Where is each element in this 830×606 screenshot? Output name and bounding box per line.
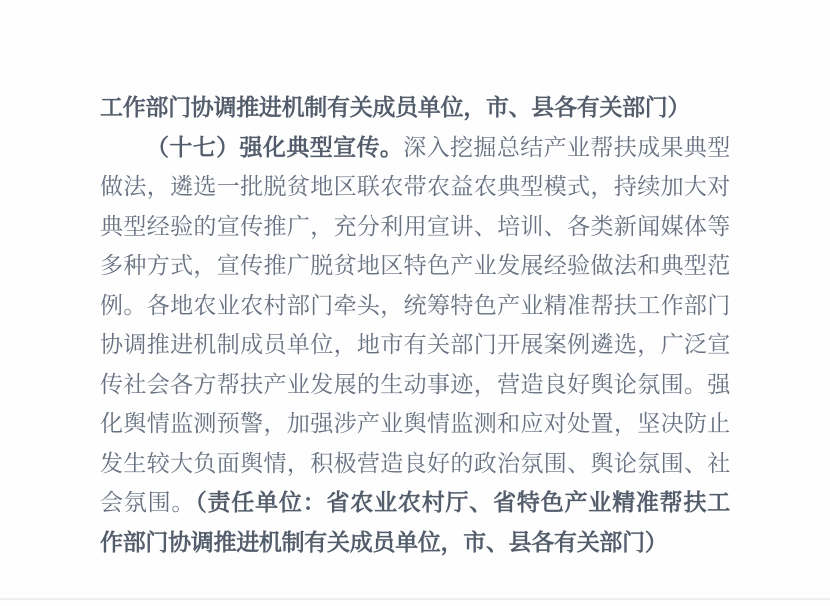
document-text-block (100, 88, 730, 562)
text-segment: 例。各地农业农村部门牵头，统筹特色产业精准帮扶工作部门 (100, 292, 730, 318)
text-line-5 (100, 246, 730, 286)
responsibility-unit-segment: 作部门协调推进机制有关成员单位，市、县各有关部门） (100, 529, 668, 555)
text-line-9 (100, 404, 730, 444)
text-segment: 会氛围。 (100, 490, 196, 515)
text-segment: 多种方式，宣传推广脱贫地区特色产业发展经验做法和典型范 (100, 253, 730, 278)
text-line-6 (100, 286, 730, 326)
text-line-1 (100, 88, 730, 128)
responsibility-unit-segment: （责任单位：省农业农村厅、省特色产业精准帮扶工 (195, 490, 730, 515)
section-heading: （十七）强化典型宣传。 (146, 134, 404, 160)
text-line-2 (100, 128, 730, 168)
text-segment: 深入挖掘总结产业帮扶成果典型 (403, 134, 730, 160)
text-line-8 (100, 365, 730, 405)
scan-artifact-line (0, 598, 830, 600)
text-line-10 (100, 444, 730, 484)
text-segment: 工作部门协调推进机制有关成员单位，市、县各有关部门） (100, 95, 691, 120)
text-segment: 典型经验的宣传推广，充分利用宣讲、培训、各类新闻媒体等 (100, 213, 730, 239)
text-line-3 (100, 167, 730, 207)
text-segment: 发生较大负面舆情，积极营造良好的政治氛围、舆论氛围、社 (100, 450, 730, 476)
text-segment: 传社会各方帮扶产业发展的生动事迹，营造良好舆论氛围。强 (100, 371, 730, 397)
text-line-7 (100, 325, 730, 365)
text-segment: 协调推进机制成员单位，地市有关部门开展案例遴选，广泛宣 (100, 332, 730, 357)
text-line-11 (100, 483, 730, 523)
text-segment: 化舆情监测预警，加强涉产业舆情监测和应对处置，坚决防止 (100, 411, 730, 436)
text-line-12 (100, 523, 730, 563)
text-line-4 (100, 207, 730, 247)
text-segment: 做法，遴选一批脱贫地区联农带农益农典型模式，持续加大对 (100, 174, 730, 199)
